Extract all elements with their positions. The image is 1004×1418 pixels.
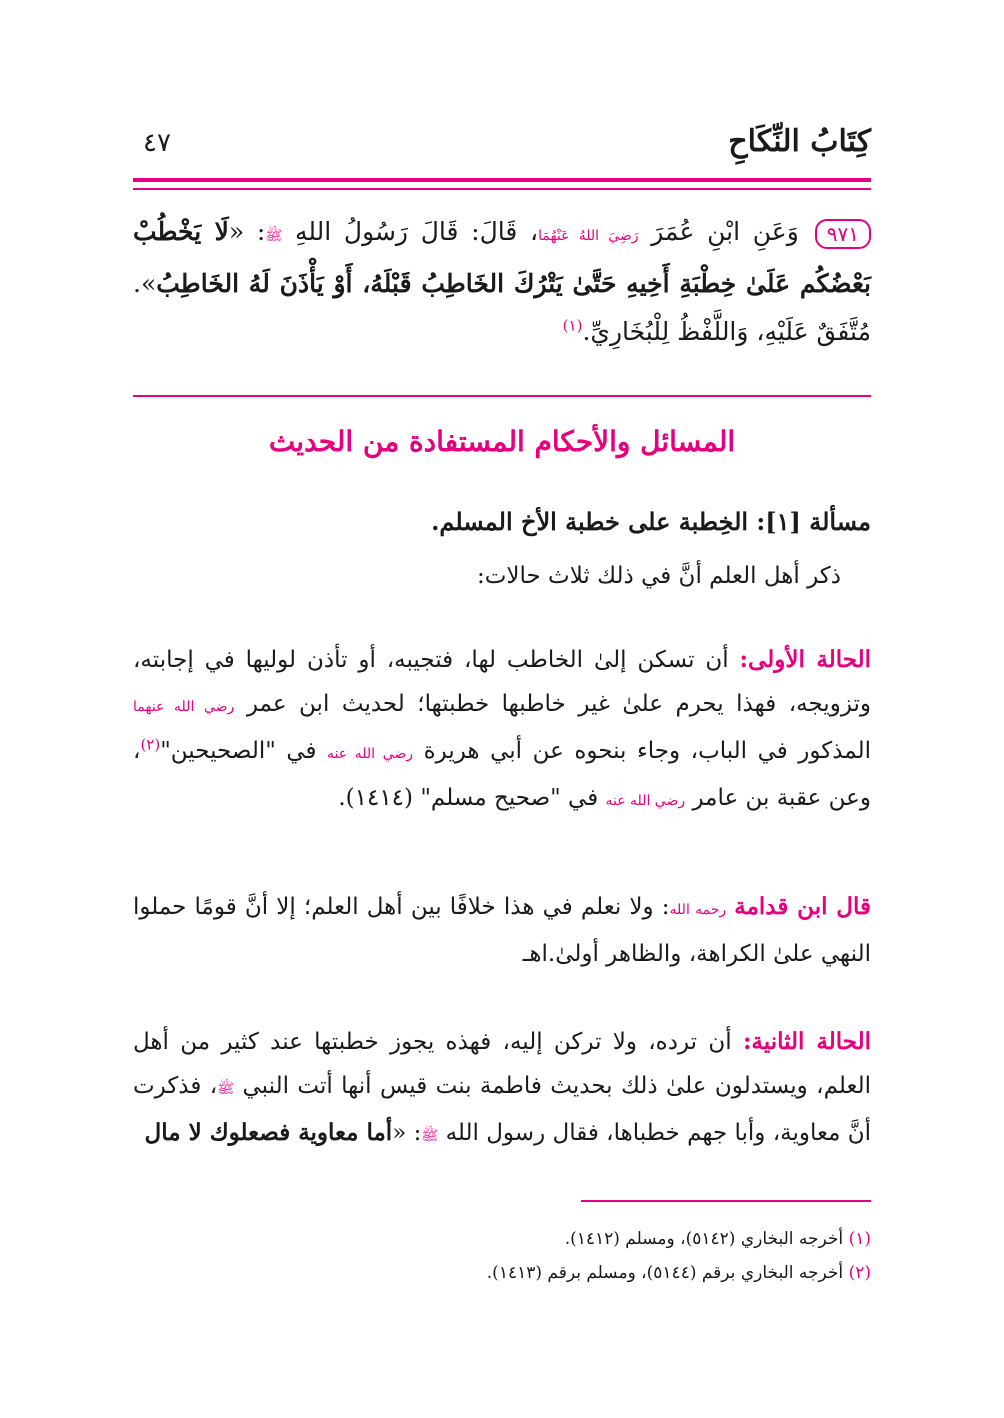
case1-label: الحالة الأولى: xyxy=(739,646,871,673)
hadith-colon: : « xyxy=(228,217,266,246)
case1-honorific-b: رضي الله عنه xyxy=(327,746,414,762)
hadith-said: ، قَالَ: قَالَ رَسُولُ اللهِ xyxy=(294,217,539,246)
hadith-rule xyxy=(133,395,871,397)
hadith-quote: لَا يَخْطُبْ بَعْضُكُم عَلَىٰ خِطْبَةِ أَخِيهِ حَتَّىٰ يَتْرُكَ الخَاطِبُ قَبْلَهُ، أَوْ يَأْذَنَ لَهُ الخَاطِبُ xyxy=(133,217,871,298)
honorific-prophet: ﷺ xyxy=(265,228,283,244)
header-rule-thin xyxy=(133,188,871,190)
case1-honorific-a: رضي الله عنهما xyxy=(133,699,235,715)
ibn-qudama-honorific: رحمه الله xyxy=(669,902,727,918)
footnote-item xyxy=(133,1256,871,1290)
header-rule-thick xyxy=(133,178,871,182)
case2-quote: أما معاوية فصعلوك لا مال xyxy=(144,1119,393,1146)
case2-honorific-a: ﷺ xyxy=(217,1081,235,1097)
issue-intro: ذكر أهل العلم أنَّ في ذلك ثلاث حالات: xyxy=(476,563,841,589)
ibn-qudama-label: قال ابن قدامة xyxy=(734,893,872,920)
footnote-rule xyxy=(581,1200,871,1202)
case2-text-b: ، فذكرت أنَّ معاوية، وأبا جهم خطباها، فقال رسول الله xyxy=(133,1073,871,1146)
footnote-ref-2: (٢) xyxy=(140,735,161,754)
hadith-after-quote: ». مُتَّفَقٌ عَلَيْهِ، وَاللَّفْظُ لِلْبُخَارِيِّ. xyxy=(133,269,871,346)
ibn-qudama-text: : ولا نعلم في هذا خلافًا بين أهل العلم؛ إلا أنَّ قومًا حملوا النهي علىٰ الكراهة، والظاهر أولىٰ.اهـ xyxy=(133,894,871,967)
case1-text-d: ، وعن عقبة بن عامر xyxy=(133,738,871,811)
footnote-number: (٢) xyxy=(848,1263,871,1283)
footnote-ref-1: (١) xyxy=(562,316,583,335)
case2-honorific-b: ﷺ xyxy=(421,1128,439,1144)
footnote-number: (١) xyxy=(848,1229,871,1249)
case1-honorific-c: رضي الله عنه xyxy=(605,793,686,809)
book-title: كِتَابُ النِّكَاحِ xyxy=(728,124,871,159)
hadith-block xyxy=(133,208,871,356)
section-title: المسائل والأحكام المستفادة من الحديث xyxy=(268,425,736,458)
case2-paragraph xyxy=(133,1020,871,1158)
ibn-qudama-paragraph xyxy=(133,885,871,976)
case1-text-a: أن تسكن إلىٰ الخاطب لها، فتجيبه، أو تأذن لوليها في إجابته، وتزويجه، فهذا يحرم علىٰ غير خاطبها خطبتها؛ لحديث ابن عمر xyxy=(133,647,872,717)
case2-label: الحالة الثانية: xyxy=(742,1028,872,1055)
case2-text-c: : « xyxy=(392,1120,422,1146)
case1-text-c: في "الصحيحين" xyxy=(160,738,317,764)
page-header xyxy=(133,118,871,178)
honorific-ibn-umar: رَضِيَ اللهُ عَنْهُمَا xyxy=(538,228,639,244)
footnote-text: أخرجه البخاري (٥١٤٢)، ومسلم (١٤١٢). xyxy=(564,1229,844,1249)
case1-text-e: في "صحيح مسلم" (١٤١٤). xyxy=(338,785,599,811)
hadith-number-badge: ٩٧١ xyxy=(815,219,871,249)
footnote-item xyxy=(133,1222,871,1256)
case2-text-a: أن ترده، ولا تركن إليه، فهذه يجوز خطبتها عند كثير من أهل العلم، ويستدلون علىٰ ذلك بحديث فاطمة بنت قيس أنها أتت النبي xyxy=(133,1029,871,1099)
case1-paragraph xyxy=(133,638,871,823)
footnotes xyxy=(133,1222,871,1290)
issue-title: مسألة [١]: الخِطبة على خطبة الأخ المسلم. xyxy=(431,507,871,536)
footnote-text: أخرجه البخاري برقم (٥١٤٤)، ومسلم برقم (١٤١٣). xyxy=(486,1263,844,1283)
case1-text-b: المذكور في الباب، وجاء بنحوه عن أبي هريرة xyxy=(423,738,871,764)
issue-block xyxy=(133,500,871,598)
page-number: ٤٧ xyxy=(143,128,171,158)
hadith-intro: وَعَنِ ابْنِ عُمَرَ xyxy=(651,217,799,246)
